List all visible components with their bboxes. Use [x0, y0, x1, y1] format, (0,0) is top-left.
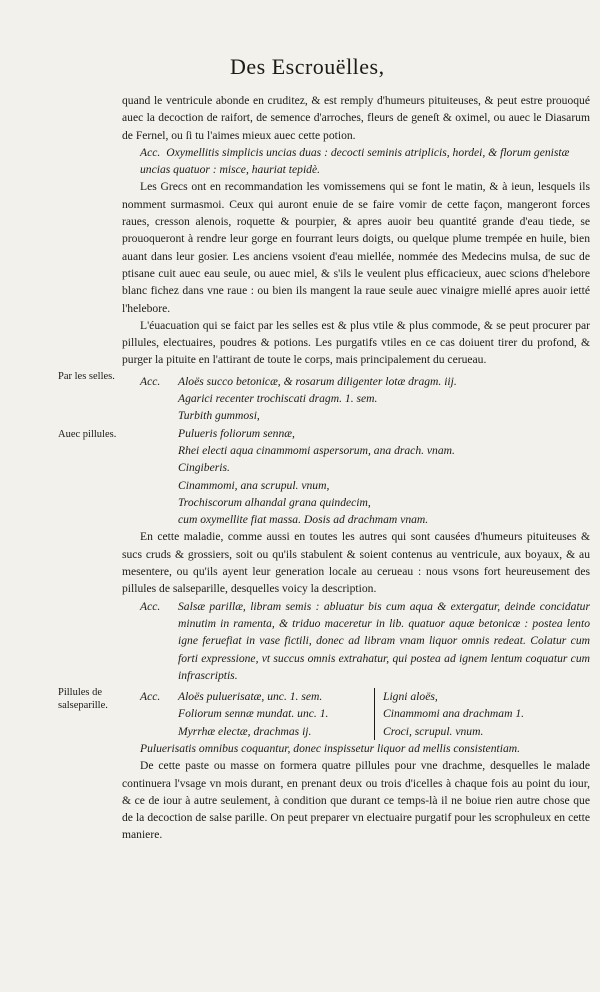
margin-note-salseparille: Pillules de salseparille.	[58, 687, 108, 711]
recipe-line: Turbith gummosi,	[178, 409, 260, 423]
recipe-line: Foliorum sennæ mundat. unc. 1.	[178, 707, 329, 721]
recipe-line: Croci, scrupul. vnum.	[383, 724, 484, 738]
page-body	[122, 92, 590, 844]
recipe-salsepareille	[122, 598, 590, 684]
recipe-line: Cinammomi, ana scrupul. vnum,	[178, 478, 330, 492]
recipe-oxymel-text: Oxymellitis simplicis uncias duas : decocti seminis atriplicis, hordei, & florum genistæ uncias quatuor : misce, hauriat tepidè.	[140, 145, 570, 177]
recipe-pillules	[122, 373, 590, 529]
recipe-line: Trochiscorum alhandal grana quindecim,	[178, 495, 371, 509]
margin-note-pillules: Auec pillules.	[58, 429, 117, 440]
recipe-two-column	[122, 688, 590, 740]
recipe-line: Ligni aloës,	[383, 690, 438, 704]
recipe-line: Cinammomi ana drachmam 1.	[383, 707, 525, 721]
paragraph-2: Les Grecs ont en recommandation les vomissemens qui se font le matin, & à ieun, lesquels ils nomment surmasmoi. Ceux qui auront enuie de se faire vomir de cette façon, mangeront forces raues, cresson alenois, roquette & pourpier, & apres auoir beu quantité grande d'eau tiede, se prouoqueront à rendre leur gorge en fourrant leurs doigts, ou quelque plume trempée en huile, bien auant dans leur gosier. Les anciens vsoient d'eau miellée, nommée des Medecins mulsa, de suc de ptisane cuit auec eau seule, ou auec miel, & s'ils le veulent plus efficacieux, auec scions d'helebore blanc fichez dans vne raue : ou bien ils mangent la raue seule auec vinaigre miellé apres auoir ietté l'helebore.	[122, 180, 590, 315]
recipe-acc-label: Acc.	[140, 145, 161, 159]
recipe-line: Pulueris foliorum sennæ,	[178, 426, 295, 440]
recipe-right-column	[375, 688, 524, 740]
recipe-line: Aloës puluerisatæ, unc. 1. sem.	[178, 690, 323, 704]
recipe-acc-label: Acc.	[140, 690, 161, 704]
paragraph-3: L'éuacuation qui se faict par les selles est & plus vtile & plus commode, & se peut procurer par pillules, electuaires, poudres & potions. Les purgatifs vtiles en ce cas doiuent tirer du profond, & purger la pituite en l'attirant de toute le corps, mais principalement du cerueau.	[122, 318, 590, 367]
paragraph-1: quand le ventricule abonde en cruditez, & est remply d'humeurs pituiteuses, & peut estre prouoqué auec la decoction de raifort, de semence d'arroches, fleurs de geneſt & oximel, ou auec le Diasarum de Fernel, ou ſi tu l'aimes mieux auec cette potion.	[122, 94, 590, 142]
running-head: Des Escrouëlles,	[230, 54, 385, 79]
recipe-line: Myrrhæ electæ, drachmas ij.	[178, 724, 312, 738]
recipe-acc-label: Acc.	[140, 374, 161, 388]
recipe-line: Aloës succo betonicæ, & rosarum diligenter lotæ dragm. iij.	[178, 374, 457, 388]
recipe-salsepareille-text: Salsæ parillæ, libram semis : abluatur bis cum aqua & extergatur, deinde concidatur minutim in ramenta, & triduo maceretur in lib. quatuor aquæ betonicæ : postea lento igne feruefiat in vase fictili, donec ad libram vnam liquor omnis redeat. Colatur cum forti expressione, vt succus omnis extrahatur, qui postea ad ignem lentum coquatur cum infrascriptis.	[178, 599, 590, 682]
recipe-oxymel	[122, 144, 590, 179]
recipe-left-column	[178, 688, 375, 740]
recipe-line: Rhei electi aqua cinammomi aspersorum, ana drach. vnam.	[178, 443, 455, 457]
paragraph-4: En cette maladie, comme aussi en toutes les autres qui sont causées d'humeurs pituiteuses & sucs cruds & grossiers, soit ou qu'ils stabulent & soient contenus au ventricule, aux boyaux, & au mesentere, ou qu'ils ayent leur generation locale au cerueau : nous vsons fort heureusement des pillules de salseparille, desquelles voicy la description.	[122, 530, 590, 596]
recipe-line: cum oxymellite fiat massa. Dosis ad drachmam vnam.	[178, 513, 429, 527]
recipe-line: Agarici recenter trochiscati dragm. 1. sem.	[178, 392, 378, 406]
margin-note-selles: Par les selles.	[58, 371, 115, 382]
paragraph-5: De cette paste ou masse on formera quatre pillules pour vne drachme, desquelles le malade continuera l'vsage vn mois durant, en prenant deux ou trois d'icelles à chaque fois au point du iour, & ce de iour à autre seulement, à condition que durant ce temps-là il ne boiue rien autre chose que de la decoction de salse parille. On peut preparer vn electuaire purgatif pour les scrophuleux en cette maniere.	[122, 759, 590, 842]
recipe-acc-label: Acc.	[140, 599, 161, 613]
recipe-tail: Puluerisatis omnibus coquantur, donec inspissetur liquor ad mellis consistentiam.	[140, 741, 521, 755]
recipe-line: Cingiberis.	[178, 461, 230, 475]
